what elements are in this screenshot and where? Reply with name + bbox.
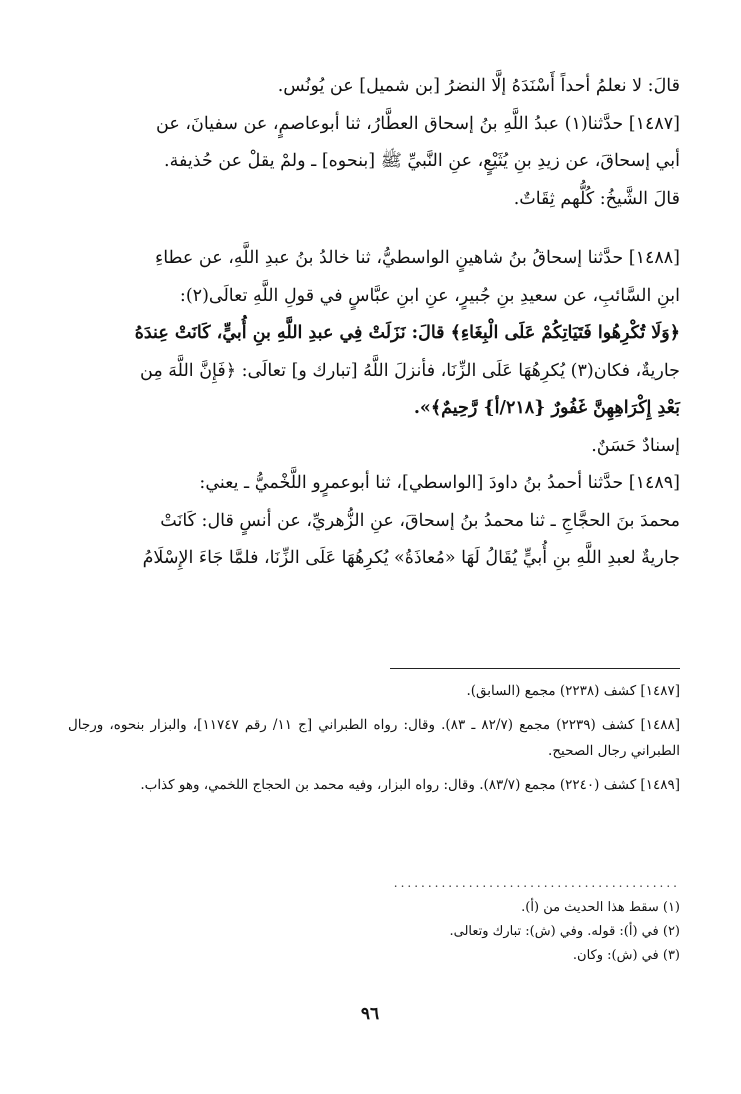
hadith-1487-line-1: [١٤٨٧] حدَّثنا(١) عبدُ اللَّهِ بنُ إسحاق العطَّارُ، ثنا أبوعاصمٍ، عن سفيانَ، عن	[156, 113, 680, 134]
footnote-2: (٢) في (أ): قوله. وفي (ش): تبارك وتعالى.	[449, 924, 680, 939]
hadith-1488-line-2: ابنِ السَّائبِ، عن سعيدِ بنِ جُبيرٍ، عنِ ابنِ عبَّاسٍ في قولِ اللَّهِ تعالَى(٢):	[179, 285, 680, 306]
page-number: ٩٦	[360, 1004, 380, 1024]
hadith-1488-line-5: بَعْدِ إِكْرَاهِهِنَّ غَفُورٌ {٢١٨/أ} رَّحِيمٌ﴾».	[413, 398, 680, 418]
hadith-1489-line-2: محمدَ بنَ الحجَّاجِ ـ ثنا محمدُ بنُ إسحاقَ، عنِ الزُّهريِّ، عن أنسٍ قال: كَانَتْ	[160, 510, 680, 531]
footnotes	[300, 896, 680, 968]
takhrij-notes	[68, 678, 680, 806]
hadith-1487-grading: قالَ الشَّيخُ: كُلُّهم ثِقَاتٌ.	[513, 188, 680, 209]
footnote-1: (١) سقط هذا الحديث من (أ).	[521, 900, 680, 915]
hadith-1489-line-1: [١٤٨٩] حدَّثنا أحمدُ بنُ داودَ [الواسطي]، ثنا أبوعمرٍو اللَّخْميُّ ـ يعني:	[199, 473, 680, 493]
hadith-1487-line-2: أبي إسحاقَ، عن زيدِ بنِ يُثَيْعٍ، عنِ النَّبيِّ ﷺ [بنحوه] ـ ولمْ يقلْ عن حُذيفة.	[164, 151, 680, 171]
footnote-separator: ..........................................	[393, 876, 680, 890]
text-line: قالَ: لا نعلمُ أحداً أَسْنَدَهُ إلَّا النضرُ [بن شميل] عن يُونُس.	[277, 76, 680, 96]
hadith-1489-line-3: جاريةٌ لعبدِ اللَّهِ بنِ أُبيٍّ يُقَالُ لَهَا «مُعاذَةُ» يُكرِهُهَا عَلَى الزِّنَا، فلمَّا جَاءَ الإِسْلَامُ	[142, 548, 680, 568]
notes-separator	[390, 668, 680, 669]
note-1489: [١٤٨٩] كشف (٢٢٤٠) مجمع (٨٣/٧). وقال: رواه البزار، وفيه محمد بن الحجاج اللخمي، وهو كذاب.	[140, 777, 680, 793]
footnote-3: (٣) في (ش): وكان.	[572, 948, 680, 963]
hadith-1488-line-4: جاريةٌ، فكان(٣) يُكرِهُهَا عَلَى الزِّنَا، فأنزلَ اللَّهُ [تبارك و] تعالَى: ﴿فَإِنَّ اللَّهَ مِن	[140, 360, 680, 381]
main-text	[68, 68, 680, 578]
hadith-1488-grading: إسنادٌ حَسَنٌ.	[591, 435, 680, 456]
hadith-1488-line-3: ﴿وَلَا تُكْرِهُوا فَتَيَاتِكُمْ عَلَى الْبِغَاءِ﴾ قالَ: نَزَلَتْ فِي عبدِ اللَّهِ بنِ أُبيٍّ، كَانَتْ عِندَهُ	[134, 323, 680, 343]
note-1487: [١٤٨٧] كشف (٢٢٣٨) مجمع (السابق).	[466, 683, 680, 699]
note-1488: [١٤٨٨] كشف (٢٢٣٩) مجمع (٨٢/٧ ـ ٨٣). وقال: رواه الطبراني [ج ١١/ رقم ١١٧٤٧]، والبزار بنحوه، ورجال الطبراني رجال الصحيح.	[68, 717, 681, 759]
hadith-1488-line-1: [١٤٨٨] حدَّثنا إسحاقُ بنُ شاهينٍ الواسطيُّ، ثنا خالدُ بنُ عبدِ اللَّهِ، عن عطاءِ	[155, 248, 680, 268]
paragraph-gap	[68, 218, 680, 240]
